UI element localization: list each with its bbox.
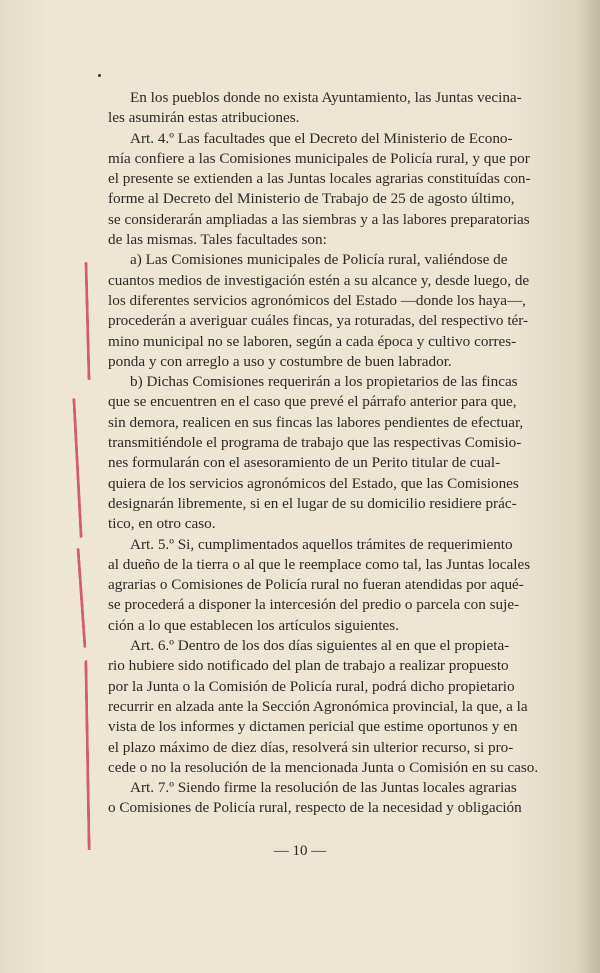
text-line: sin demora, realicen en sus fincas las labores pendientes de efectuar, (108, 413, 524, 431)
text-line: ción a lo que establecen los artículos siguientes. (108, 616, 400, 634)
text-line: por la Junta o la Comisión de Policía rural, podrá dicho propietario (108, 677, 515, 695)
red-margin-mark-item-a (84, 262, 90, 380)
text-line: les asumirán estas atribuciones. (108, 109, 300, 127)
text-line: agrarias o Comisiones de Policía rural no fueran atendidas por aqué- (108, 576, 524, 594)
paragraph-item-b (108, 372, 592, 534)
text-line: transmitiéndole el programa de trabajo que las respectivas Comisio- (108, 434, 522, 452)
page-number: — 10 — (273, 843, 327, 859)
paragraph-article-4 (108, 129, 592, 251)
paragraph-article-7 (108, 778, 592, 819)
text-line: el presente se extienden a las Juntas locales agrarias constituídas con- (108, 170, 531, 188)
text-line: a) Las Comisiones municipales de Policía rural, valiéndose de (130, 251, 508, 269)
text-line: vista de los informes y dictamen pericial que estime oportunos y en (108, 718, 518, 736)
paragraph-intro (108, 88, 592, 129)
text-line: quiera de los servicios agronómicos del Estado, que las Comisiones (108, 474, 519, 492)
text-line: ponda y con arreglo a uso y costumbre de buen labrador. (108, 352, 452, 370)
paragraph-item-a (108, 250, 592, 372)
text-line: al dueño de la tierra o al que le reemplace como tal, las Juntas locales (108, 555, 531, 573)
body-text (108, 88, 592, 819)
text-line: designarán libremente, si en el lugar de su domicilio residiere prác- (108, 494, 517, 512)
red-margin-mark-article-6 (84, 660, 90, 850)
red-margin-mark-article-5 (77, 548, 87, 648)
text-line: Art. 4.º Las facultades que el Decreto del Ministerio de Econo- (130, 129, 513, 147)
text-line: cuantos medios de investigación estén a su alcance y, desde luego, de (108, 271, 530, 289)
text-line: Art. 5.º Si, cumplimentados aquellos trámites de requerimiento (130, 535, 513, 553)
text-line: el plazo máximo de diez días, resolverá sin ulterior recurso, si pro- (108, 738, 514, 756)
text-line: que se encuentren en el caso que prevé el párrafo anterior para que, (108, 393, 517, 411)
text-line: tico, en otro caso. (108, 515, 216, 533)
ink-speck (98, 74, 101, 77)
text-line: rio hubiere sido notificado del plan de trabajo a realizar propuesto (108, 657, 509, 675)
text-line: recurrir en alzada ante la Sección Agronómica provincial, la que, a la (108, 697, 528, 715)
text-line: b) Dichas Comisiones requerirán a los propietarios de las fincas (130, 373, 518, 391)
text-line: los diferentes servicios agronómicos del Estado —donde los haya—, (108, 291, 526, 309)
text-line: mino municipal no se laboren, según a cada época y cultivo corres- (108, 332, 517, 350)
paragraph-article-5 (108, 535, 592, 636)
text-line: En los pueblos donde no exista Ayuntamiento, las Juntas vecina- (130, 89, 522, 106)
text-line: Art. 7.º Siendo firme la resolución de las Juntas locales agrarias (130, 779, 517, 797)
red-margin-mark-item-b (72, 398, 82, 538)
paragraph-article-6 (108, 636, 592, 778)
text-line: o Comisiones de Policía rural, respecto de la necesidad y obligación (108, 799, 522, 817)
text-line: procederán a averiguar cuáles fincas, ya roturadas, del respectivo tér- (108, 312, 529, 330)
text-line: cede o no la resolución de la mencionada Junta o Comisión en su caso. (108, 758, 539, 776)
text-line: se procederá a disponer la intercesión del predio o parcela con suje- (108, 596, 520, 614)
text-line: Art. 6.º Dentro de los dos días siguientes al en que el propieta- (130, 637, 510, 655)
text-line: forme al Decreto del Ministerio de Trabajo de 25 de agosto último, (108, 190, 515, 208)
text-line: se considerarán ampliadas a las siembras y a las labores preparatorias (108, 210, 530, 228)
text-line: de las mismas. Tales facultades son: (108, 231, 327, 249)
text-line: mía confiere a las Comisiones municipales de Policía rural, y que por (108, 149, 530, 167)
text-line: nes formularán con el asesoramiento de un Perito titular de cual- (108, 454, 501, 472)
